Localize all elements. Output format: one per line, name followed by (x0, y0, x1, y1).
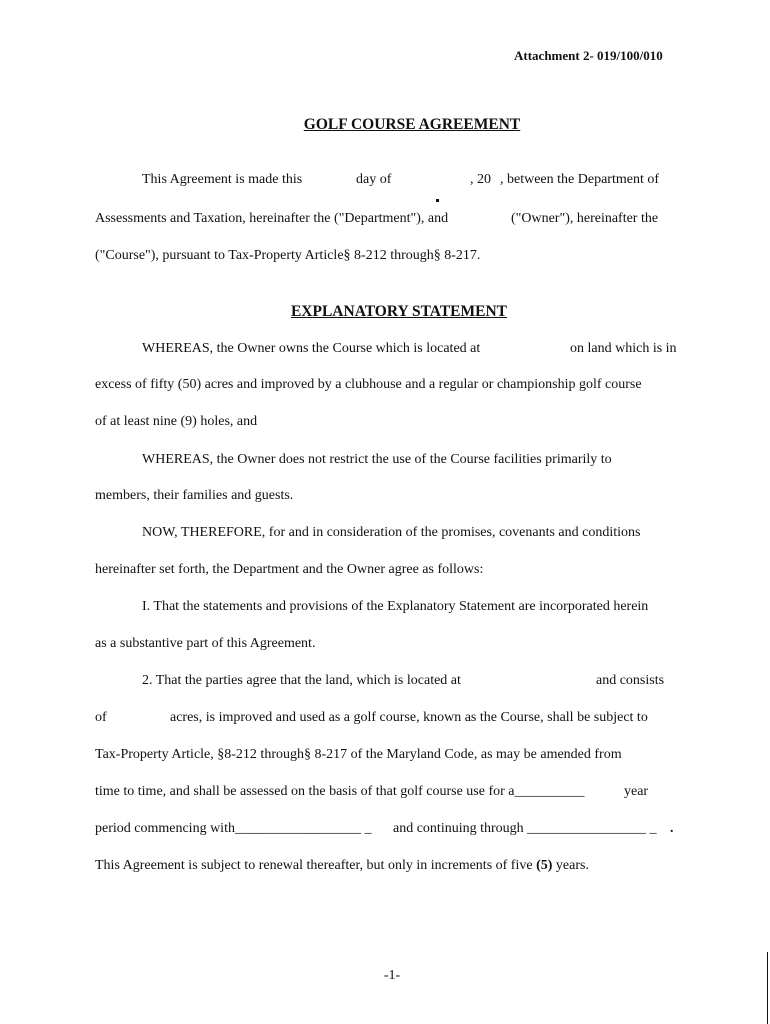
item2-line-4a: time to time, and shall be assessed on the basis of that golf course use for a__________ (95, 784, 585, 799)
right-edge-rule (767, 952, 768, 1024)
item2-line-6b: (5) (536, 858, 553, 873)
intro-line-1a: This Agreement is made this (142, 172, 303, 187)
item2-line-1b: and consists (596, 673, 665, 688)
now-therefore-line-2: hereinafter set forth, the Department and the Owner agree as follows: (95, 562, 484, 577)
item2-line-6c: years. (555, 858, 589, 873)
stray-dot (436, 199, 439, 202)
whereas2-line-1: WHEREAS, the Owner does not restrict the use of the Course facilities primarily to (142, 452, 612, 467)
attachment-label: Attachment 2- 019/100/010 (514, 48, 663, 63)
intro-line-1d: , between the Department of (500, 172, 659, 187)
explanatory-statement-heading: EXPLANATORY STATEMENT (290, 303, 508, 320)
page-number: -1- (383, 968, 401, 983)
item2-line-2b: acres, is improved and used as a golf course, known as the Course, shall be subject to (170, 710, 648, 725)
item2-line-2a: of (95, 710, 107, 725)
item1-line-1: I. That the statements and provisions of the Explanatory Statement are incorporated herein (142, 599, 649, 614)
item2-line-1a: 2. That the parties agree that the land, which is located at (142, 673, 461, 688)
whereas1-line-1a: WHEREAS, the Owner owns the Course which is located at (142, 341, 481, 356)
item2-line-5a: period commencing with__________________ _ (95, 821, 372, 836)
whereas1-line-2: excess of fifty (50) acres and improved by a clubhouse and a regular or championship golf course (95, 377, 642, 392)
intro-line-1c: , 20 (470, 172, 491, 187)
whereas2-line-2: members, their families and guests. (95, 488, 294, 503)
item2-line-6a: This Agreement is subject to renewal thereafter, but only in increments of five (95, 858, 533, 873)
intro-line-2a: Assessments and Taxation, hereinafter the ("Department"), and (95, 211, 449, 226)
now-therefore-line-1: NOW, THEREFORE, for and in consideration of the promises, covenants and conditions (142, 525, 641, 540)
intro-line-3: ("Course"), pursuant to Tax-Property Article§ 8-212 through§ 8-217. (95, 248, 481, 263)
intro-line-1b: day of (356, 172, 392, 187)
intro-line-2b: ("Owner"), hereinafter the (511, 211, 659, 226)
item2-line-5b: and continuing through _________________ _ (393, 821, 657, 836)
whereas1-line-1b: on land which is in (570, 341, 677, 356)
item1-line-2: as a substantive part of this Agreement. (95, 636, 316, 651)
item2-line-5c: . (670, 821, 674, 836)
whereas1-line-3: of at least nine (9) holes, and (95, 414, 258, 429)
item2-line-4b: year (624, 784, 649, 799)
item2-line-3: Tax-Property Article, §8-212 through§ 8-217 of the Maryland Code, as may be amended from (95, 747, 622, 762)
document-title: GOLF COURSE AGREEMENT (303, 116, 521, 133)
item2-line-6 (95, 857, 589, 875)
